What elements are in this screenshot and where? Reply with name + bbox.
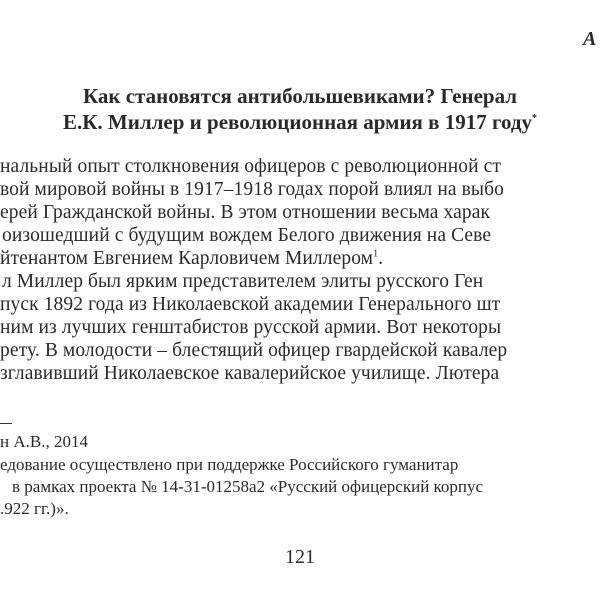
footnote-separator xyxy=(0,423,12,424)
body-line: ним из лучших генштабистов русской армии. Вот некоторы xyxy=(0,317,502,338)
body-line: нальный опыт столкновения офицеров с революционной ст xyxy=(0,156,502,177)
body-line: рету. В молодости – блестящий офицер гвардейской кавалер xyxy=(0,340,508,361)
footnote-line: н А.В., 2014 xyxy=(0,432,88,451)
body-line-text: йтенантом Евгением Карловичем Миллером xyxy=(0,248,374,269)
footnote-line: в рамках проекта № 14-31-01258а2 «Русский офицерский корпус xyxy=(12,477,484,496)
body-line: л Миллер был ярким представителем элиты русского Ген xyxy=(2,271,484,292)
article-title-line-1: Как становятся антибольшевиками? Генерал xyxy=(82,84,518,108)
article-title-line-2 xyxy=(0,110,600,135)
title-line-2-text: Е.К. Миллер и революционная армия в 1917 году xyxy=(62,110,533,134)
body-line xyxy=(0,248,383,270)
body-line: вой мировой войны в 1917–1918 годах порой влиял на выбо xyxy=(0,179,504,200)
body-line: зглавивший Николаевское кавалерийское училище. Лютера xyxy=(0,363,500,384)
footnote-line: .922 гг.)». xyxy=(0,499,69,518)
body-line: ерей Гражданской войны. В этом отношении весьма харак xyxy=(0,202,491,223)
footnote-ref: 1 xyxy=(373,248,379,260)
body-line-end: . xyxy=(378,248,384,269)
footnote-line: едование осуществлено при поддержке Российского гуманитар xyxy=(0,455,459,474)
running-head: А xyxy=(583,28,597,50)
body-line: оизошедший с будущим вождем Белого движения на Севе xyxy=(2,225,492,246)
body-line: пуск 1892 года из Николаевской академии Генерального шт xyxy=(0,294,501,315)
page-number: 121 xyxy=(285,546,315,568)
title-footnote-mark: * xyxy=(532,113,538,124)
